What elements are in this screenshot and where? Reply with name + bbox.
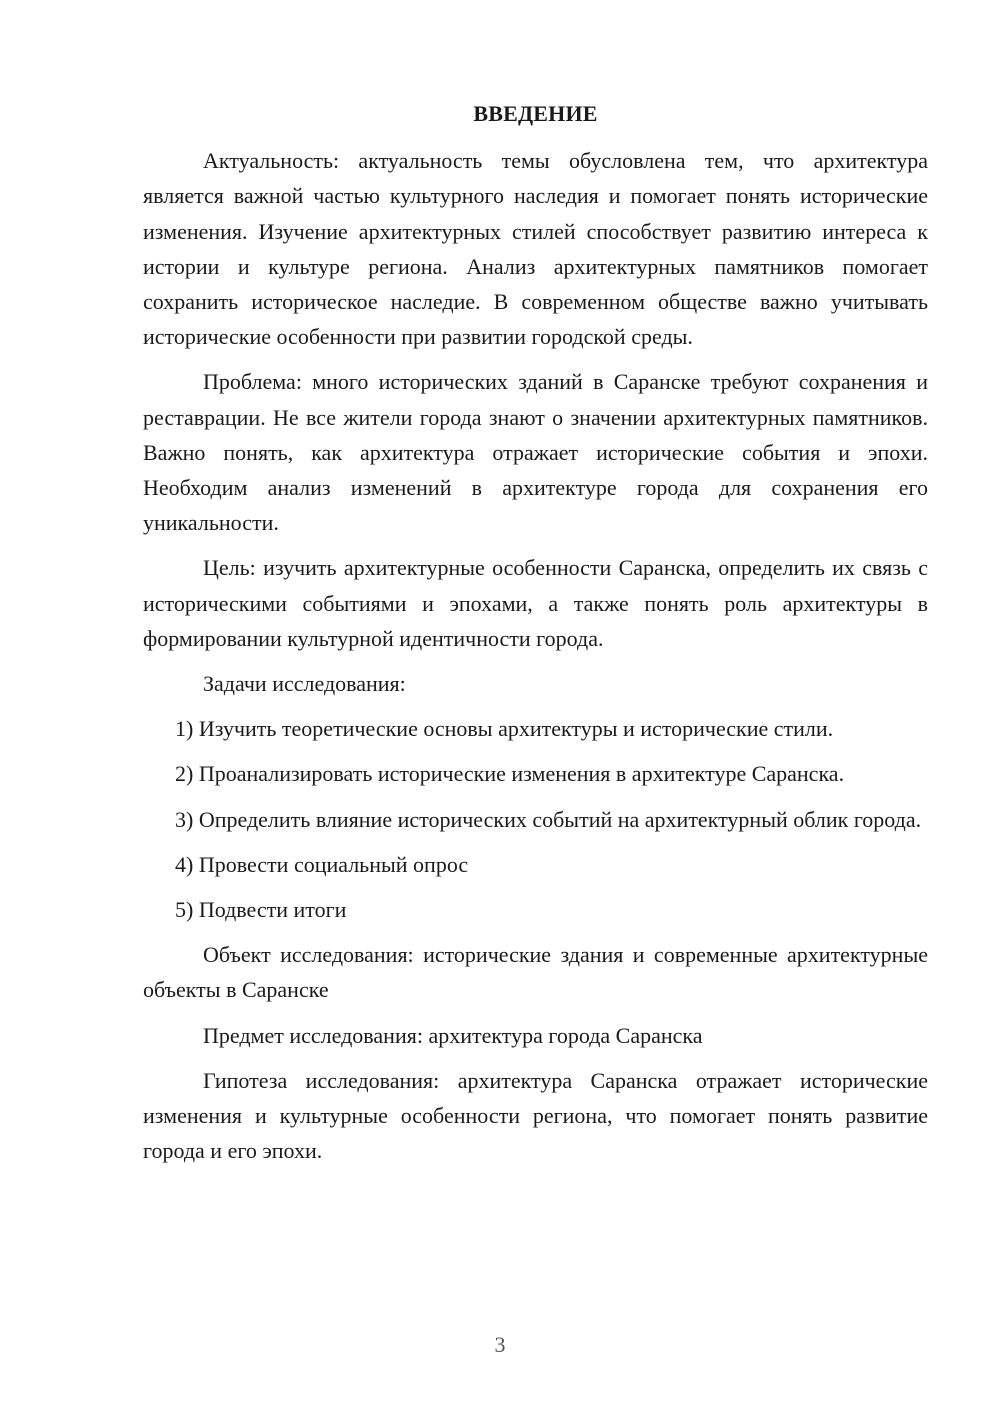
task-item-3: 3) Определить влияние исторических событий на архитектурный облик города. (175, 806, 922, 832)
page-number: 3 (494, 1332, 506, 1357)
task-item-1: 1) Изучить теоретические основы архитектуры и исторические стили. (175, 716, 834, 742)
object-paragraph: Объект исследования: исторические здания и современные архитектурные объекты в Саранске (143, 942, 928, 1003)
page-title: ВВЕДЕНИЕ (473, 101, 598, 126)
goal-paragraph: Цель: изучить архитектурные особенности Саранска, определить их связь с историческими событиями и эпохами, а также понять роль архитектуры в формировании культурной идентичности города. (143, 555, 928, 651)
hypothesis-paragraph: Гипотеза исследования: архитектура Саранска отражает исторические изменения и культурные особенности региона, что помогает понять развитие города и его эпохи. (143, 1067, 928, 1164)
relevance-paragraph: Актуальность: актуальность темы обусловлена тем, что архитектура является важной частью культурного наследия и помогает понять исторические изменения. Изучение архитектурных стилей способствует развитию интереса к истории и культуре региона. Анализ архитектурных памятников помогает сохранить историческое наследие. В современном обществе важно учитывать исторические особенности при развитии городской среды. (143, 148, 928, 350)
tasks-title: Задачи исследования: (203, 671, 406, 697)
task-item-5: 5) Подвести итоги (175, 897, 347, 923)
subject-paragraph: Предмет исследования: архитектура города Саранска (203, 1022, 703, 1048)
task-item-4: 4) Провести социальный опрос (175, 851, 469, 877)
problem-paragraph: Проблема: много исторических зданий в Саранске требуют сохранения и реставрации. Не все жители города знают о значении архитектурных памятников. Важно понять, как архитектура отражает исторические события и эпохи. Необходим анализ изменений в архитектуре города для сохранения его уникальности. (143, 369, 928, 536)
document-page (143, 96, 928, 1178)
task-item-2: 2) Проанализировать исторические изменения в архитектуре Саранска. (175, 761, 845, 787)
